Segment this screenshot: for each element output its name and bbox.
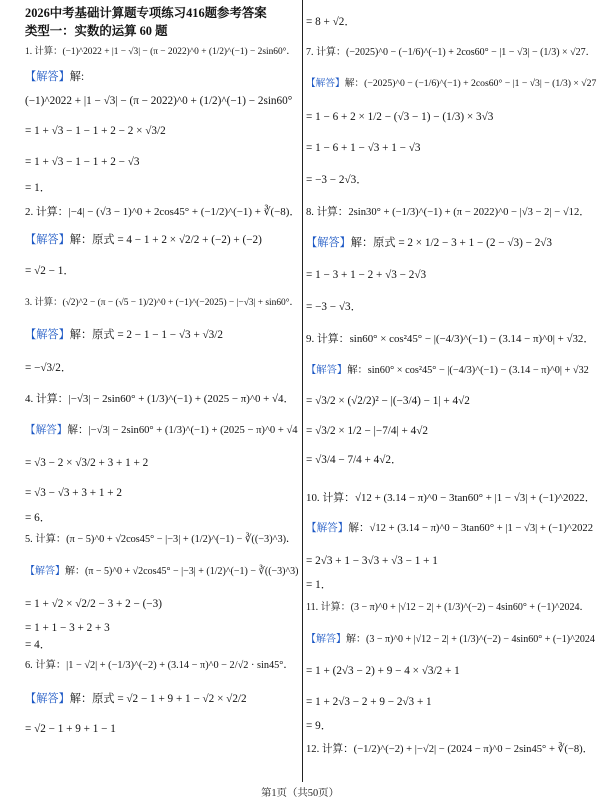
step-line (306, 268, 426, 282)
solution-line (25, 233, 262, 247)
answer-tag: 【解答】 (306, 78, 345, 89)
answer-tag: 【解答】 (25, 71, 70, 83)
line-text: 解：原式 = 2 − 1 − 1 − √3 + √3/2 (69, 329, 223, 341)
line-text: 1. 计算：(−1)^2022 + |1 − √3| − (π − 2022)^0 + (1/2)^(−1) − 2sin60°． (25, 47, 296, 57)
line-text: = 2√3 + 1 − 3√3 + √3 − 1 + 1 (306, 555, 438, 567)
step-line (306, 664, 460, 678)
step-line (306, 394, 470, 408)
question-line (306, 743, 593, 757)
line-text: = √3/2 × 1/2 − |−7/4| + 4√2 (306, 425, 428, 437)
answer-tag: 【解答】 (306, 237, 351, 249)
solution-line (25, 424, 298, 438)
solution-line (306, 364, 589, 378)
solution-line (25, 692, 247, 706)
line-text: = −√3/2． (25, 362, 73, 374)
line-text: = −3 − √3． (306, 301, 362, 313)
line-text: 解：原式 = √2 − 1 + 9 + 1 − √2 × √2/2 (69, 693, 247, 705)
line-text: = √3 − √3 + 3 + 1 + 2 (25, 487, 122, 499)
answer-tag: 【解答】 (25, 425, 68, 436)
line-text: 5. 计算：(π − 5)^0 + √2cos45° − |−3| + (1/2)^(−1) − ∛((−3)^3)． (25, 534, 297, 545)
line-text: 2. 计算：|−4| − (√3 − 1)^0 + 2cos45° + (−1/2)^(−1) + ∛(−8)． (25, 206, 301, 218)
line-text: = 1． (306, 579, 332, 591)
column-divider (302, 0, 303, 782)
question-line (25, 45, 296, 59)
step-line (306, 141, 420, 155)
line-text: = √2 − 1． (25, 265, 75, 277)
line-text: = 1 − 3 + 1 − 2 + √3 − 2√3 (306, 269, 427, 281)
solution-line (25, 70, 84, 84)
step-line (25, 124, 166, 138)
line-text: 4. 计算：|−√3| − 2sin60° + (1/3)^(−1) + (2025 − π)^0 + √4． (25, 393, 295, 405)
answer-tag: 【解答】 (25, 329, 70, 341)
solution-line (306, 633, 595, 647)
step-line (25, 264, 75, 278)
question-line (25, 205, 300, 219)
line-text: = 1 + 1 − 3 + 2 + 3 (25, 622, 110, 634)
line-text: 12. 计算：(−1/2)^(−2) + |−√2| − (2024 − π)^0 − 2sin45° + ∛(−8)． (306, 744, 594, 755)
question-line (306, 332, 594, 346)
line-text: 3. 计算：(√2)^2 − (π − (√5 − 1)/2)^0 + (−1)^(−2025) − |−√3| + sin60°． (25, 298, 299, 308)
line-text: 解：(3 − π)^0 + |√12 − 2| + (1/3)^(−2) − 4sin60° + (−1)^2024 (346, 634, 595, 645)
step-line (25, 155, 139, 169)
line-text: = 1 + √3 − 1 − 1 + 2 − 2 × √3/2 (25, 125, 166, 137)
line-text: = 1 + √3 − 1 − 1 + 2 − √3 (25, 156, 140, 168)
line-text: = 9． (306, 720, 332, 732)
line-text: = 1 − 6 + 2 × 1/2 − (√3 − 1) − (1/3) × 3√3 (306, 111, 494, 123)
page-footer: 第1页（共50页） (261, 788, 339, 799)
solution-line (25, 565, 299, 579)
step-line (306, 554, 438, 568)
step-line (25, 361, 72, 375)
line-text: 10. 计算：√12 + (3.14 − π)^0 − 3tan60° + |1 − √3| + (−1)^2022． (306, 492, 596, 504)
question-line (25, 533, 296, 547)
question-line (306, 206, 590, 220)
step-line (306, 110, 493, 124)
line-text: = √3 − 2 × √3/2 + 3 + 1 + 2 (25, 457, 149, 469)
line-text: = 1 − 6 + 1 − √3 + 1 − √3 (306, 142, 421, 154)
question-line (25, 296, 299, 310)
step-line (306, 719, 332, 733)
question-line (25, 659, 294, 673)
line-text: = 4． (25, 639, 51, 651)
line-text: 解：原式 = 4 − 1 + 2 × √2/2 + (−2) + (−2) (69, 234, 262, 246)
line-text: = 1 + √2 × √2/2 − 3 + 2 − (−3) (25, 598, 162, 610)
solution-line (306, 522, 593, 536)
step-line (25, 597, 162, 611)
line-text: 解：|−√3| − 2sin60° + (1/3)^(−1) + (2025 − π)^0 + √4 (67, 425, 298, 436)
step-line (25, 511, 51, 525)
step-line (306, 695, 432, 709)
line-text: = √2 − 1 + 9 + 1 − 1 (25, 723, 116, 735)
line-text: 解：(π − 5)^0 + √2cos45° − |−3| + (1/2)^(−1) − ∛((−3)^3) (65, 566, 299, 577)
line-text: = 1 + (2√3 − 2) + 9 − 4 × √3/2 + 1 (306, 665, 460, 677)
solution-line (306, 77, 596, 91)
answer-tag: 【解答】 (306, 365, 348, 376)
solution-line (306, 236, 552, 250)
line-text: = 8 + √2． (306, 16, 356, 28)
step-line (306, 578, 332, 592)
step-line (25, 94, 292, 108)
line-text: (−1)^2022 + |1 − √3| − (π − 2022)^0 + (1/2)^(−1) − 2sin60° (25, 95, 293, 107)
solution-line (25, 328, 223, 342)
line-text: 解：原式 = 2 × 1/2 − 3 + 1 − (2 − √3) − 2√3 (350, 237, 553, 249)
question-line (306, 601, 589, 615)
line-text: = 1． (25, 182, 51, 194)
step-line (25, 638, 51, 652)
line-text: 解：√12 + (3.14 − π)^0 − 3tan60° + |1 − √3| + (−1)^2022 (348, 523, 594, 534)
line-text: 解：sin60° × cos²45° − |(−4/3)^(−1) − (3.14 − π)^0| + √32 (347, 365, 589, 376)
question-line (306, 46, 596, 60)
line-text: 解: (69, 71, 85, 83)
step-line (306, 424, 428, 438)
line-text: 6. 计算：|1 − √2| + (−1/3)^(−2) + (3.14 − π)^0 − 2/√2 · sin45°． (25, 660, 294, 671)
step-line (25, 621, 110, 635)
step-line (306, 15, 356, 29)
step-line (25, 486, 122, 500)
line-text: 11. 计算：(3 − π)^0 + |√12 − 2| + (1/3)^(−2) − 4sin60° + (−1)^2024． (306, 602, 590, 613)
line-text: = 1 + 2√3 − 2 + 9 − 2√3 + 1 (306, 696, 432, 708)
line-text: 9. 计算：sin60° × cos²45° − |(−4/3)^(−1) − (3.14 − π)^0| + √32． (306, 333, 595, 345)
answer-tag: 【解答】 (306, 523, 349, 534)
line-text: 8. 计算：2sin30° + (−1/3)^(−1) + (π − 2022)^0 − |√3 − 2| − √12． (306, 207, 590, 218)
step-line (25, 456, 148, 470)
question-line (25, 392, 294, 406)
section-subtitle: 类型一：实数的运算 60 题 (25, 24, 168, 38)
answer-tag: 【解答】 (25, 693, 70, 705)
line-text: 7. 计算：(−2025)^0 − (−1/6)^(−1) + 2cos60° − |1 − √3| − (1/3) × √27． (306, 47, 596, 58)
line-text: = 6． (25, 512, 51, 524)
line-text: = −3 − 2√3． (306, 174, 368, 186)
answer-tag: 【解答】 (25, 566, 65, 577)
step-line (25, 181, 51, 195)
question-line (306, 491, 596, 505)
step-line (306, 173, 367, 187)
line-text: = √3/4 − 7/4 + 4√2． (306, 454, 403, 466)
page-title: 2026中考基础计算题专项练习416题参考答案 (25, 6, 267, 20)
step-line (306, 300, 362, 314)
line-text: 解：(−2025)^0 − (−1/6)^(−1) + 2cos60° − |1 − √3| − (1/3) × √27 (344, 78, 597, 89)
answer-tag: 【解答】 (306, 634, 346, 645)
step-line (25, 722, 116, 736)
line-text: = √3/2 × (√2/2)² − |(−3/4) − 1| + 4√2 (306, 395, 470, 407)
answer-tag: 【解答】 (25, 234, 70, 246)
step-line (306, 453, 402, 467)
